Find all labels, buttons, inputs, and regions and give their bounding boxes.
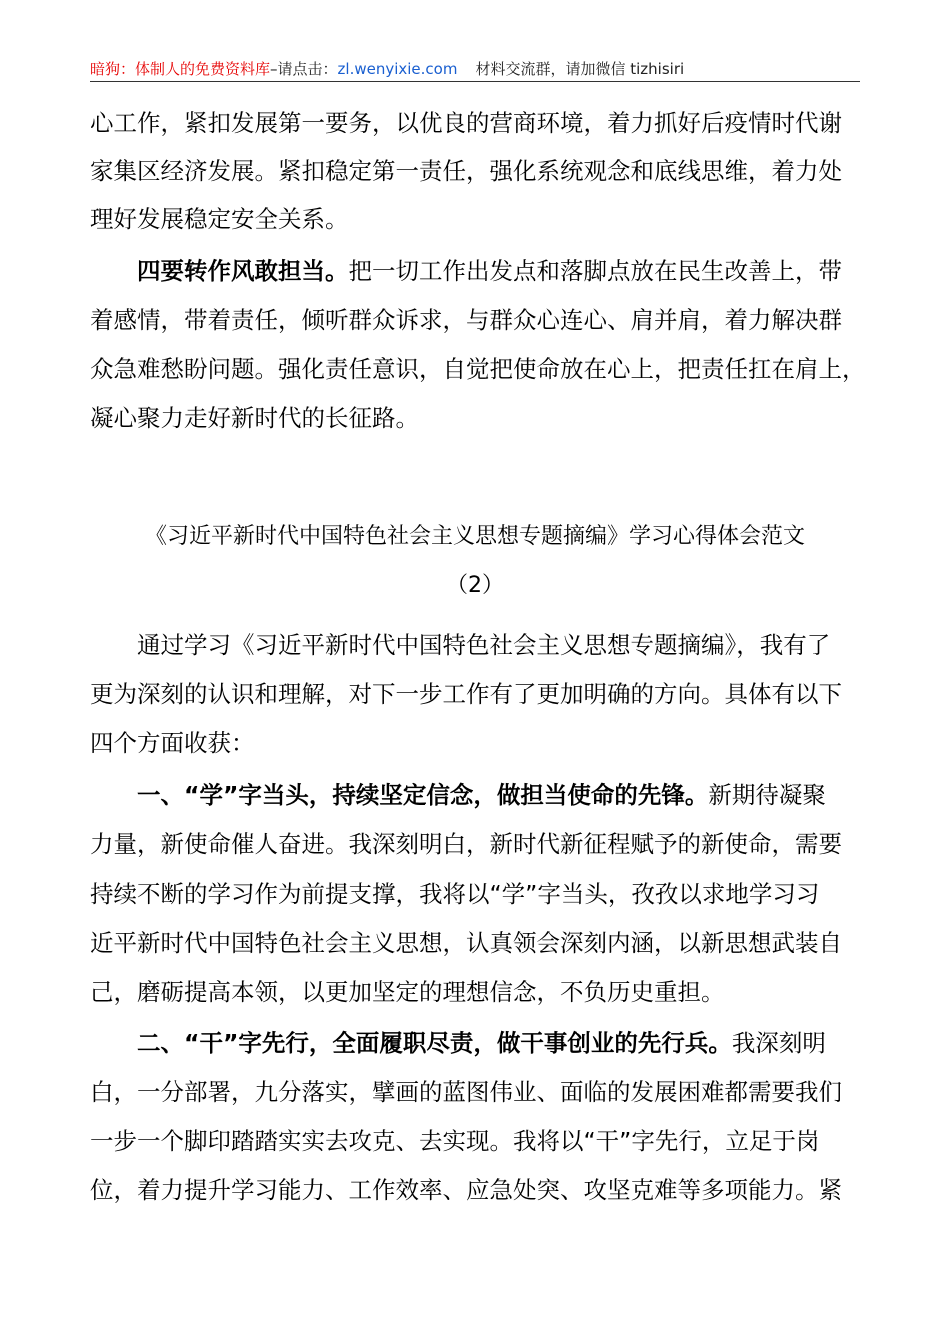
section2-line-3: 一步一个脚印踏踏实实去攻克、去实现。我将以“干”字先行，立足于岗 [90, 1127, 820, 1155]
section1-lead: 一、“学”字当头，持续坚定信念，做担当使命的先锋。 [137, 781, 709, 809]
essay-title-line-1: 《习近平新时代中国特色社会主义思想专题摘编》学习心得体会范文 [144, 524, 805, 549]
para1-line-1: 心工作，紧扣发展第一要务，以优良的营商环境，着力抓好后疫情时代谢 [90, 109, 842, 137]
section2-line-1: 二、“干”字先行，全面履职尽责，做干事创业的先行兵。我深刻明 [137, 1029, 826, 1057]
page-header [90, 58, 860, 80]
para1-line-2: 家集区经济发展。紧扣稳定第一责任，强化系统观念和底线思维，着力处 [90, 157, 842, 185]
essay-title-line-2: （2） [446, 573, 504, 598]
para2-line-1: 四要转作风敢担当。把一切工作出发点和落脚点放在民生改善上，带 [137, 257, 842, 285]
header-divider [90, 81, 860, 82]
intro-line-2: 更为深刻的认识和理解，对下一步工作有了更加明确的方向。具体有以下 [90, 680, 842, 708]
header-click-prompt: –请点击： [270, 60, 338, 78]
section1-line-1: 一、“学”字当头，持续坚定信念，做担当使命的先锋。新期待凝聚 [137, 781, 826, 809]
para2-line-4: 凝心聚力走好新时代的长征路。 [90, 404, 419, 432]
header-url-link[interactable]: zl.wenyixie.com [337, 60, 458, 78]
para1-line-3: 理好发展稳定安全关系。 [90, 205, 349, 233]
section2-line-2: 白，一分部署，九分落实，擘画的蓝图伟业、面临的发展困难都需要我们 [90, 1078, 842, 1106]
section1-line-5: 己，磨砺提高本领，以更加坚定的理想信念，不负历史重担。 [90, 978, 725, 1006]
para2-line-3: 众急难愁盼问题。强化责任意识，自觉把使命放在心上，把责任扛在肩上， [90, 355, 866, 383]
section2-lead: 二、“干”字先行，全面履职尽责，做干事创业的先行兵。 [137, 1029, 732, 1057]
header-group-note: 材料交流群，请加微信 tizhisiri [475, 60, 685, 78]
section1-line-4: 近平新时代中国特色社会主义思想，认真领会深刻内涵，以新思想武装自 [90, 929, 842, 957]
section1-line-3: 持续不断的学习作为前提支撑，我将以“学”字当头，孜孜以求地学习习 [90, 880, 820, 908]
intro-line-1: 通过学习《习近平新时代中国特色社会主义思想专题摘编》，我有了 [137, 631, 831, 659]
para2-lead: 四要转作风敢担当。 [137, 257, 349, 285]
section1-line-2: 力量，新使命催人奋进。我深刻明白，新时代新征程赋予的新使命，需要 [90, 830, 842, 858]
para2-line-2: 着感情，带着责任，倾听群众诉求，与群众心连心、肩并肩，着力解决群 [90, 306, 842, 334]
header-site-name: 暗狗：体制人的免费资料库 [90, 60, 271, 78]
intro-line-3: 四个方面收获： [90, 729, 255, 757]
section2-line-4: 位，着力提升学习能力、工作效率、应急处突、攻坚克难等多项能力。紧 [90, 1176, 842, 1204]
